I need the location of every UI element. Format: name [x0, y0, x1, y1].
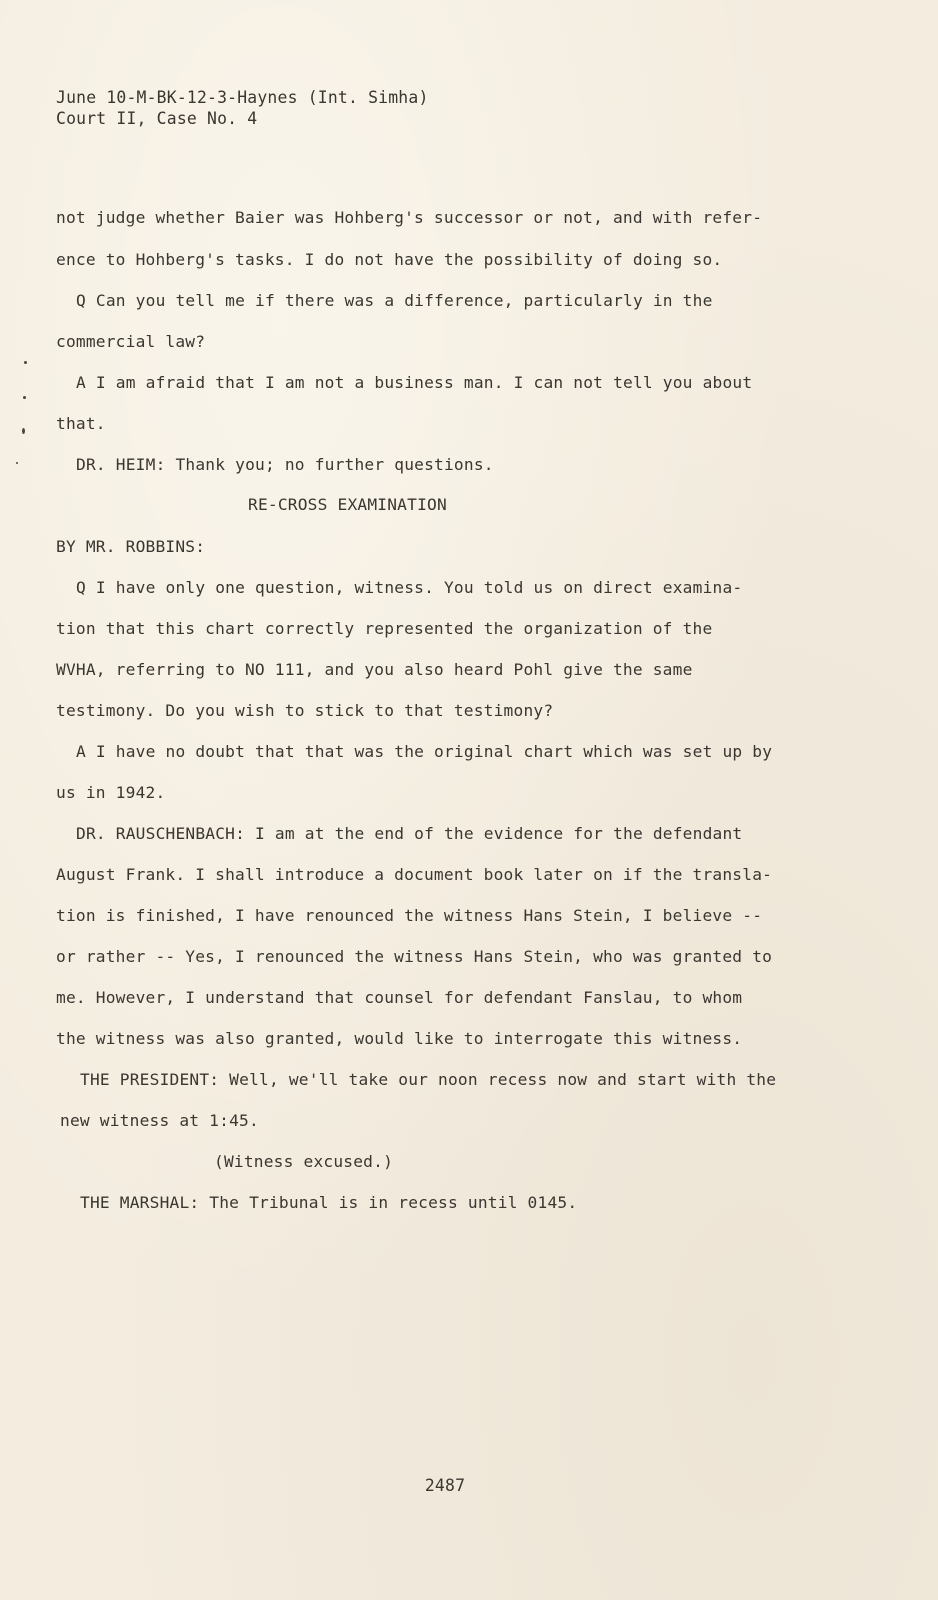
body-line: August Frank. I shall introduce a document book later on if the transla- [56, 865, 773, 884]
body-line: THE MARSHAL: The Tribunal is in recess until 0145. [80, 1193, 578, 1212]
page-number: 2487 [424, 1476, 466, 1495]
margin-mark [22, 428, 25, 434]
body-line: commercial law? [56, 332, 206, 351]
margin-mark [24, 361, 27, 364]
body-line: DR. HEIM: Thank you; no further questions. [76, 455, 494, 474]
body-line: Q Can you tell me if there was a difference, particularly in the [76, 291, 713, 310]
body-line: that. [56, 414, 106, 433]
body-line: BY MR. ROBBINS: [56, 537, 206, 556]
body-line: tion that this chart correctly represented the organization of the [56, 619, 713, 638]
body-line: Q I have only one question, witness. You told us on direct examina- [76, 578, 743, 597]
margin-mark [23, 396, 26, 399]
section-heading: RE-CROSS EXAMINATION [248, 495, 447, 514]
header-line-2: Court II, Case No. 4 [56, 109, 258, 128]
body-line: tion is finished, I have renounced the witness Hans Stein, I believe -- [56, 906, 763, 925]
body-line: the witness was also granted, would like to interrogate this witness. [56, 1029, 743, 1048]
body-line: new witness at 1:45. [60, 1111, 259, 1130]
body-line: me. However, I understand that counsel for defendant Fanslau, to whom [56, 988, 743, 1007]
body-line: ence to Hohberg's tasks. I do not have the possibility of doing so. [56, 250, 723, 269]
body-line: A I am afraid that I am not a business man. I can not tell you about [76, 373, 753, 392]
body-line: not judge whether Baier was Hohberg's successor or not, and with refer- [56, 208, 763, 227]
parenthetical-note: (Witness excused.) [214, 1152, 394, 1171]
body-line: A I have no doubt that that was the original chart which was set up by [76, 742, 773, 761]
body-line: testimony. Do you wish to stick to that testimony? [56, 701, 554, 720]
body-line: or rather -- Yes, I renounced the witness Hans Stein, who was granted to [56, 947, 773, 966]
body-line: THE PRESIDENT: Well, we'll take our noon recess now and start with the [80, 1070, 777, 1089]
body-line: DR. RAUSCHENBACH: I am at the end of the evidence for the defendant [76, 824, 743, 843]
header-line-1: June 10-M-BK-12-3-Haynes (Int. Simha) [56, 88, 429, 107]
body-line: WVHA, referring to NO 111, and you also heard Pohl give the same [56, 660, 693, 679]
body-line: us in 1942. [56, 783, 166, 802]
margin-mark [16, 462, 18, 464]
